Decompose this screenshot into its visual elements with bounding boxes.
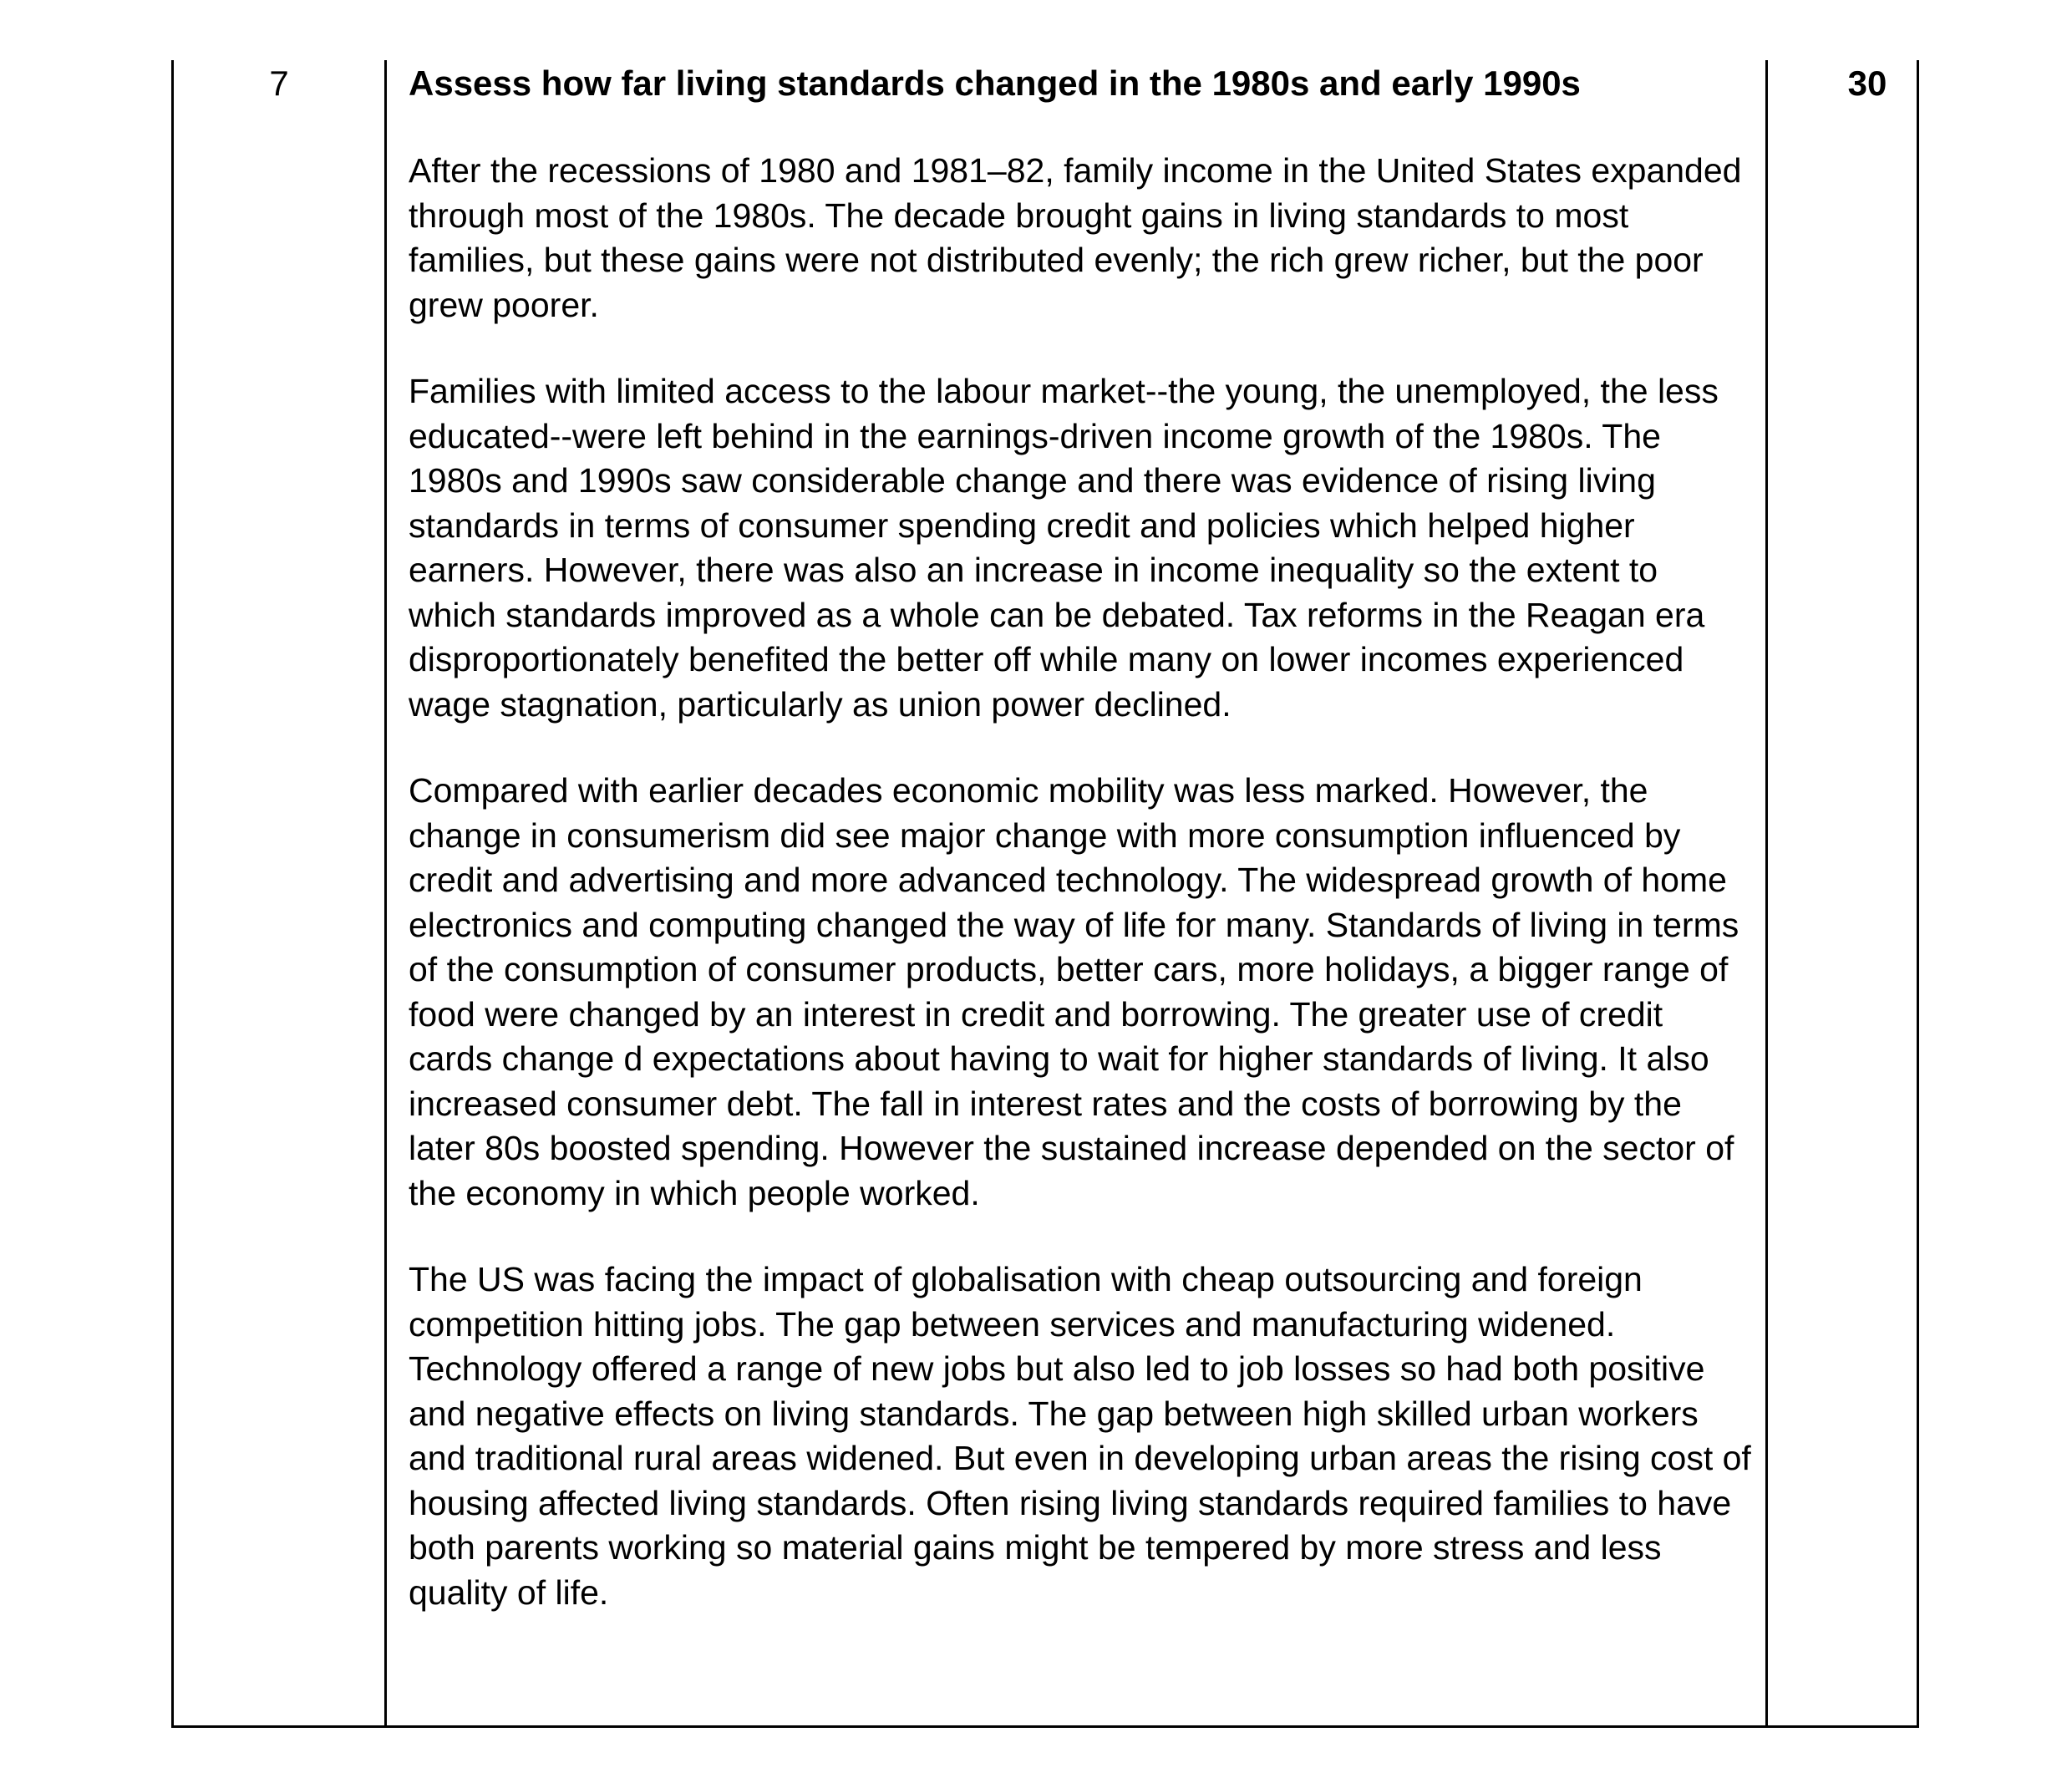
marks-value: 30 (1847, 64, 1887, 103)
question-number: 7 (269, 64, 289, 103)
question-content (409, 60, 1754, 1615)
answer-paragraph-1: After the recessions of 1980 and 1981–82, family income in the United States expanded through most of the 1980s. The decade brought gains in living standards to most families, but these gains were not distributed evenly; the rich grew richer, but the poor grew poorer. (409, 151, 1742, 324)
answer-paragraph-4: The US was facing the impact of globalisation with cheap outsourcing and foreign competition hitting jobs. The gap between services and manufacturing widened. Technology offered a range of new jobs but also led to job losses so had both positive and negative effects on living standards. The gap between high skilled urban workers and traditional rural areas widened. But even in developing urban areas the rising cost of housing affected living standards. Often rising living standards required families to have both parents working so material gains might be tempered by more stress and less quality of life. (409, 1260, 1751, 1612)
answer-paragraph-3: Compared with earlier decades economic mobility was less marked. However, the change in consumerism did see major change with more consumption influenced by credit and advertising and more advanced technology. The widespread growth of home electronics and computing changed the way of life for many. Standards of living in terms of the consumption of consumer products, better cars, more holidays, a bigger range of food were changed by an interest in credit and borrowing. The greater use of credit cards change d expectations about having to wait for higher standards of living. It also increased consumer debt. The fall in interest rates and the costs of borrowing by the later 80s boosted spending. However the sustained increase depended on the sector of the economy in which people worked. (409, 771, 1739, 1212)
column-divider-left (384, 60, 387, 1725)
answer-paragraph-2: Families with limited access to the labour market--the young, the unemployed, the less educated--were left behind in the earnings-driven income growth of the 1980s. The 1980s and 1990s saw considerable change and there was evidence of rising living standards in terms of consumer spending credit and policies which helped higher earners. However, there was also an increase in income inequality so the extent to which standards improved as a whole can be debated. Tax reforms in the Reagan era disproportionately benefited the better off while many on lower incomes experienced wage stagnation, particularly as union power declined. (409, 372, 1719, 724)
question-title: Assess how far living standards changed in the 1980s and early 1990s (409, 64, 1581, 103)
column-divider-right (1765, 60, 1768, 1725)
mark-scheme-table (171, 60, 1919, 1728)
